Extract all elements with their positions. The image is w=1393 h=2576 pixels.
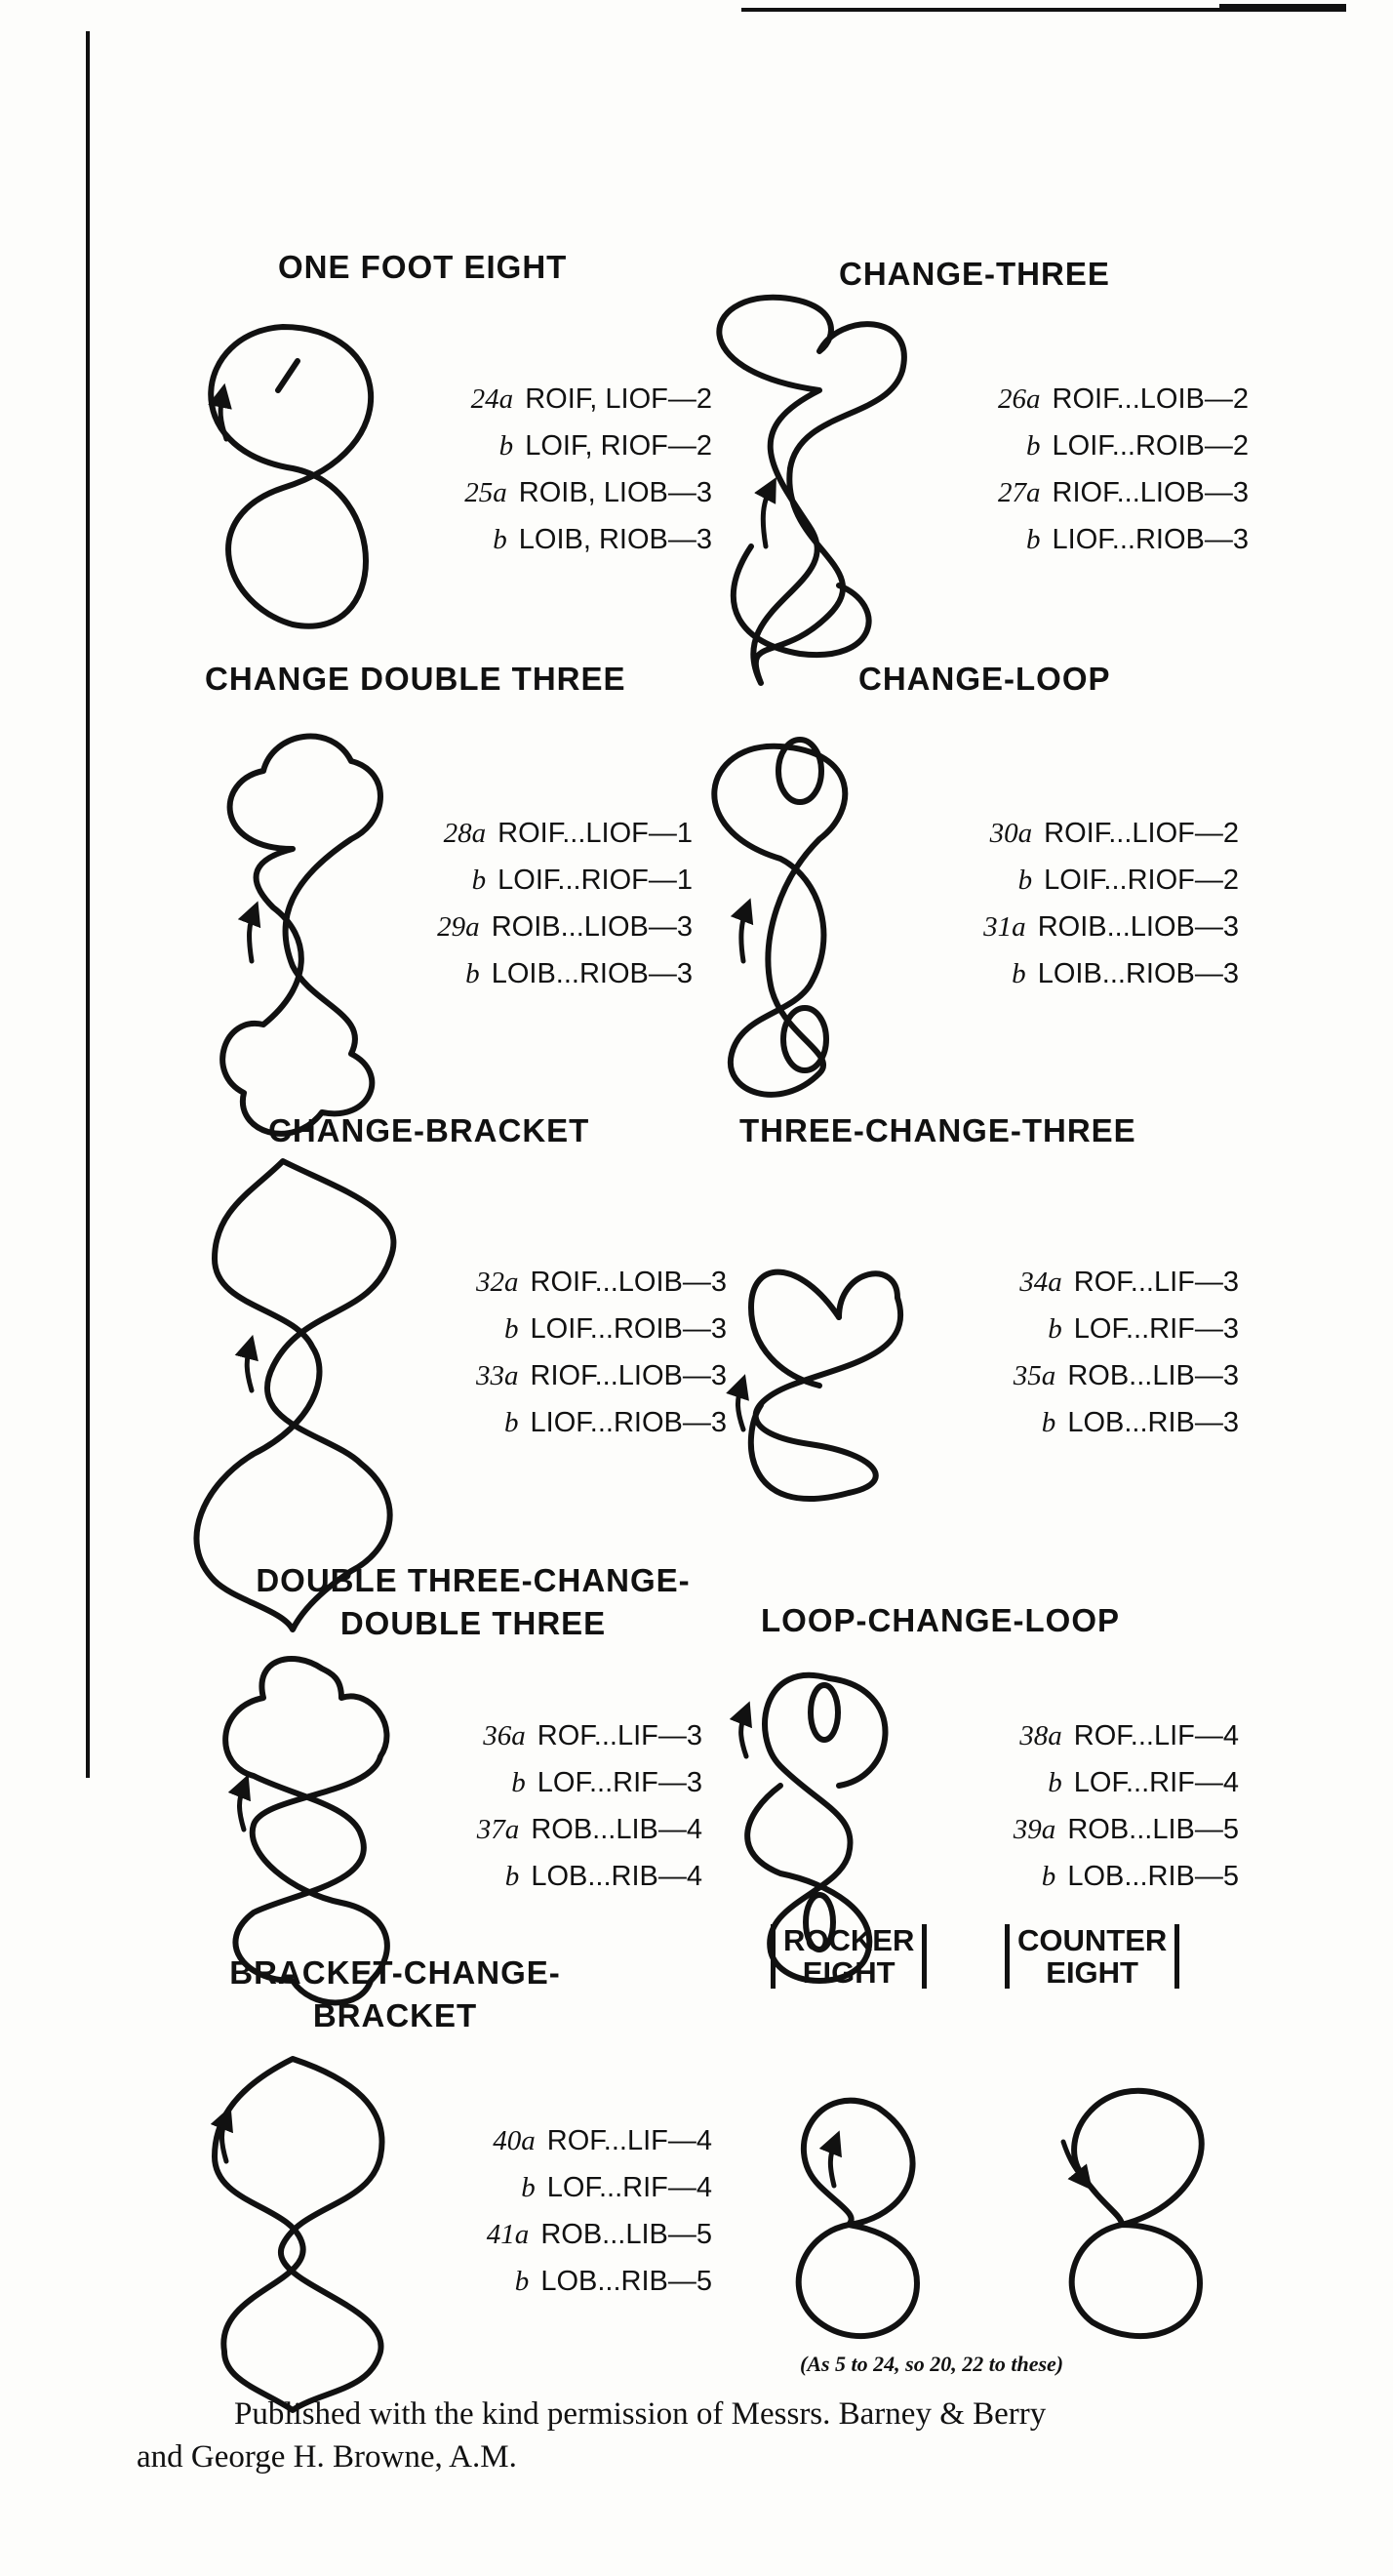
code-line: b LOB...RIB—5 bbox=[1041, 1861, 1239, 1892]
code-line: 37a ROB...LIB—4 bbox=[476, 1814, 702, 1845]
code-line: 27a RIOF...LIOB—3 bbox=[997, 477, 1249, 508]
code-line: 29a ROIB...LIOB—3 bbox=[437, 911, 693, 943]
figure-title: CHANGE-BRACKET bbox=[268, 1112, 590, 1148]
code-line: b LOB...RIB—5 bbox=[514, 2266, 712, 2297]
code-line: 31a ROIB...LIOB—3 bbox=[983, 911, 1239, 943]
footnote: (As 5 to 24, so 20, 22 to these) bbox=[800, 2352, 1064, 2376]
change-loop-diagram bbox=[714, 740, 845, 1095]
change-three-tracing bbox=[719, 298, 904, 683]
code-line: b LOF...RIF—4 bbox=[1048, 1767, 1239, 1798]
figure-title: CHANGE-LOOP bbox=[858, 661, 1111, 697]
code-line: b LOB...RIB—3 bbox=[1041, 1407, 1239, 1438]
one-foot-eight-diagram bbox=[211, 327, 371, 626]
code-line: b LOIB, RIOB—3 bbox=[493, 524, 712, 555]
rocker-eight-tracing bbox=[799, 2101, 917, 2336]
code-line: b LOF...RIF—3 bbox=[511, 1767, 702, 1798]
code-line: b LOF...RIF—3 bbox=[1048, 1313, 1239, 1345]
code-line: 28a ROIF...LIOF—1 bbox=[443, 818, 693, 849]
figure-codes bbox=[410, 2117, 712, 2305]
code-line: 40a ROF...LIF—4 bbox=[493, 2125, 712, 2156]
code-line: 36a ROF...LIF—3 bbox=[483, 1720, 702, 1751]
counter-eight-diagram bbox=[1063, 2091, 1202, 2336]
figure-title bbox=[200, 1952, 590, 2037]
figure-codes bbox=[936, 1712, 1239, 1900]
bracket-change-bracket-tracing bbox=[215, 2059, 382, 2410]
figure-title-line-2: DOUBLE THREE bbox=[339, 1605, 607, 1641]
figure-title: THREE-CHANGE-THREE bbox=[739, 1112, 1136, 1148]
change-double-three-diagram bbox=[222, 737, 380, 1134]
figure-title-line-1: DOUBLE THREE-CHANGE- bbox=[256, 1562, 691, 1598]
code-line: b LOF...RIF—4 bbox=[521, 2172, 712, 2203]
code-line: b LOIB...RIOB—3 bbox=[465, 958, 693, 989]
code-line: b LIOF...RIOB—3 bbox=[503, 1407, 727, 1438]
figure-title-line-2: BRACKET bbox=[312, 1997, 478, 2033]
figure-title: CHANGE-THREE bbox=[839, 256, 1110, 292]
code-line: b LOIF...RIOF—1 bbox=[471, 865, 693, 896]
bracket-change-bracket-diagram bbox=[215, 2059, 382, 2410]
code-line: 38a ROF...LIF—4 bbox=[1019, 1720, 1239, 1751]
code-line: 30a ROIF...LIOF—2 bbox=[989, 818, 1239, 849]
code-line: 26a ROIF...LOIB—2 bbox=[997, 383, 1249, 415]
figure-title: LOOP-CHANGE-LOOP bbox=[761, 1602, 1120, 1638]
code-line: 32a ROIF...LOIB—3 bbox=[475, 1267, 727, 1298]
figure-codes bbox=[936, 1259, 1239, 1446]
credit-line-1: Published with the kind permission of Messrs. Barney & Berry bbox=[234, 2396, 1047, 2432]
code-line: 25a ROIB, LIOB—3 bbox=[464, 477, 712, 508]
figure-title bbox=[200, 1559, 746, 1645]
figure-codes bbox=[927, 376, 1249, 563]
figure-codes bbox=[400, 1712, 702, 1900]
code-line: 34a ROF...LIF—3 bbox=[1019, 1267, 1239, 1298]
three-change-three-tracing bbox=[751, 1273, 900, 1499]
code-line: b LOIB...RIOB—3 bbox=[1012, 958, 1239, 989]
figure-title-line-1: BRACKET-CHANGE- bbox=[229, 1954, 561, 1991]
credit-text bbox=[137, 2393, 1327, 2478]
figure-title-line-2: EIGHT bbox=[802, 1955, 896, 1990]
figure-title bbox=[1005, 1924, 1179, 1989]
figure-title-line-1: ROCKER bbox=[783, 1923, 915, 1957]
figure-codes bbox=[390, 1259, 727, 1446]
code-line: 24a ROIF, LIOF—2 bbox=[470, 383, 712, 415]
credit-line-2: and George H. Browne, A.M. bbox=[137, 2439, 517, 2475]
figure-codes bbox=[380, 810, 693, 997]
code-line: 35a ROB...LIB—3 bbox=[1013, 1360, 1239, 1391]
code-line: 33a RIOF...LIOB—3 bbox=[475, 1360, 727, 1391]
rocker-eight-diagram bbox=[799, 2101, 917, 2336]
code-line: b LOIF...ROIB—3 bbox=[503, 1313, 727, 1345]
figure-codes bbox=[400, 376, 712, 563]
code-line: b LOIF...ROIB—2 bbox=[1025, 430, 1249, 462]
code-line: b LOIF, RIOF—2 bbox=[498, 430, 712, 462]
three-change-three-diagram bbox=[737, 1272, 900, 1499]
counter-eight-tracing bbox=[1072, 2091, 1202, 2336]
figure-title bbox=[771, 1924, 927, 1989]
figure-title-line-1: COUNTER bbox=[1017, 1923, 1168, 1957]
code-line: b LOB...RIB—4 bbox=[504, 1861, 702, 1892]
change-double-three-tracing bbox=[222, 737, 380, 1134]
figure-title: ONE FOOT EIGHT bbox=[278, 249, 568, 285]
figure-codes bbox=[917, 810, 1239, 997]
code-line: b LIOF...RIOB—3 bbox=[1025, 524, 1249, 555]
figure-title: CHANGE DOUBLE THREE bbox=[205, 661, 626, 697]
figure-title-line-2: EIGHT bbox=[1046, 1955, 1138, 1990]
code-line: 41a ROB...LIB—5 bbox=[486, 2219, 712, 2250]
code-line: 39a ROB...LIB—5 bbox=[1013, 1814, 1239, 1845]
code-line: b LOIF...RIOF—2 bbox=[1017, 865, 1239, 896]
change-three-diagram bbox=[719, 298, 904, 683]
